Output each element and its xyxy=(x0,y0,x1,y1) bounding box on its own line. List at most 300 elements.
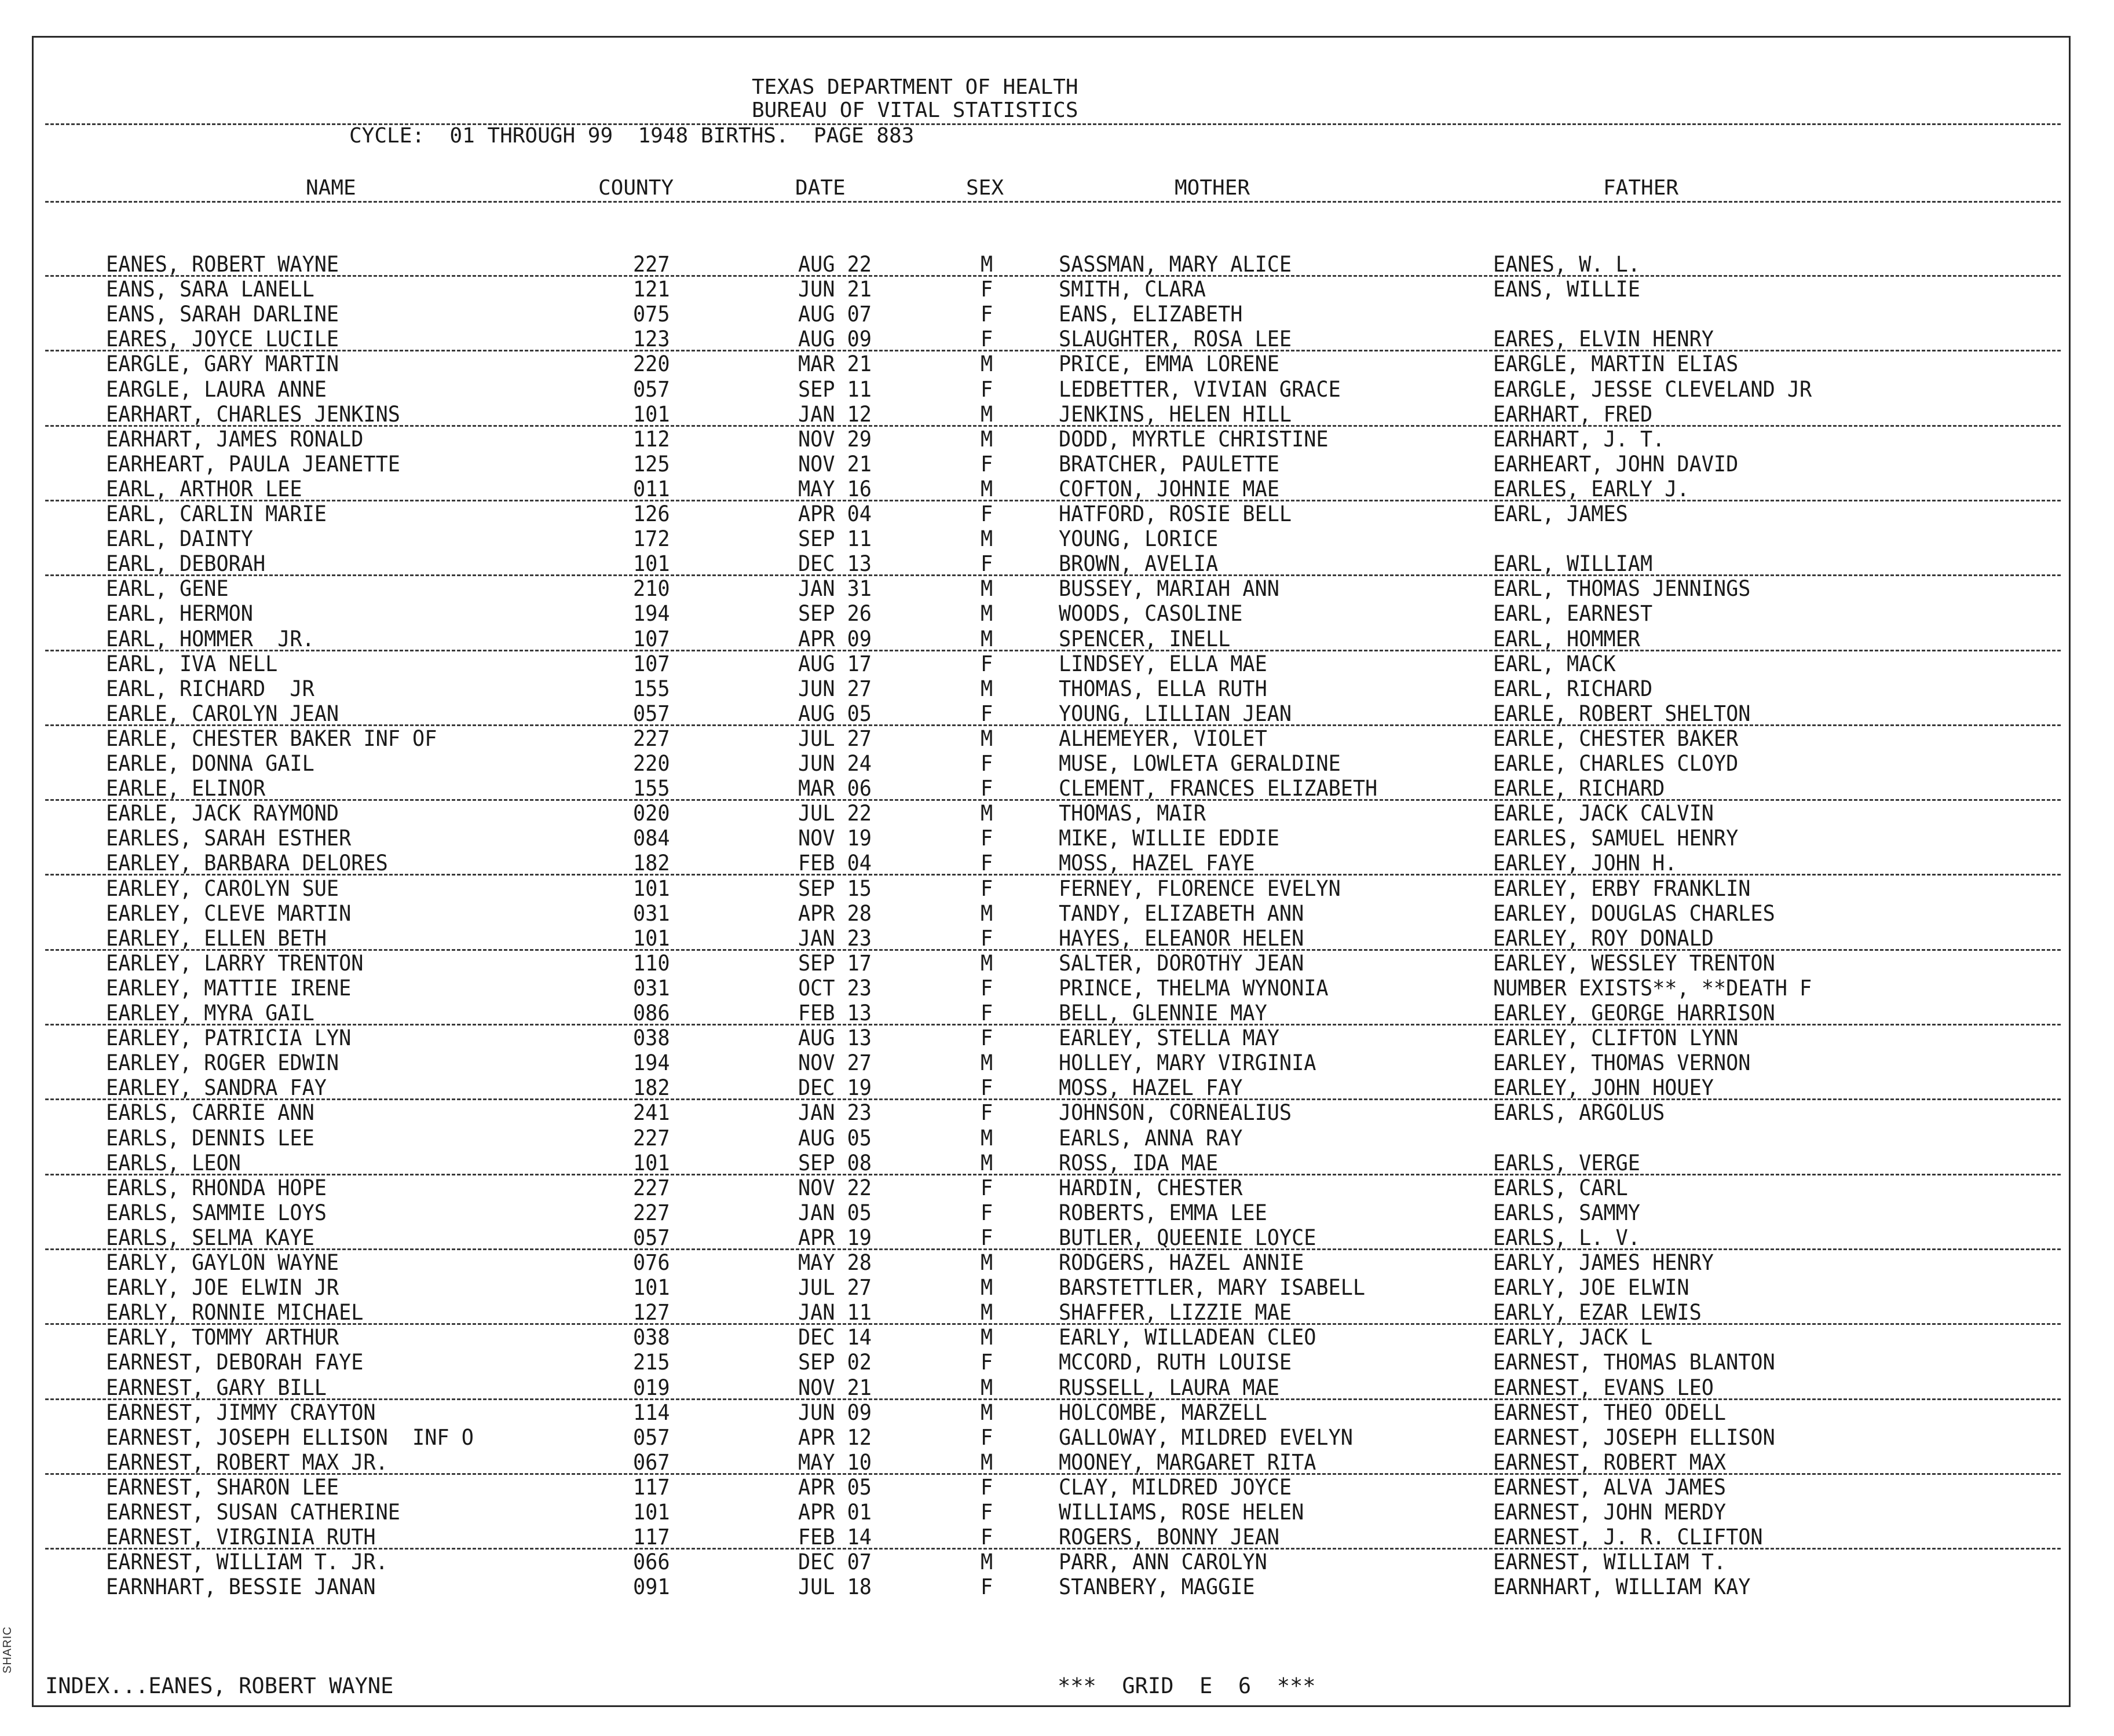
cell-father: EARLE, CHARLES CLOYD xyxy=(1493,751,1739,776)
cell-name: EARLS, RHONDA HOPE xyxy=(106,1175,327,1200)
table-row xyxy=(34,402,2072,427)
cell-father: EARL, MACK xyxy=(1493,651,1616,676)
cell-father: EARL, EARNEST xyxy=(1493,601,1653,627)
cell-county: 057 xyxy=(633,376,670,402)
cell-mother: BUSSEY, MARIAH ANN xyxy=(1059,576,1279,602)
cell-county: 127 xyxy=(633,1300,670,1325)
cell-father: EARLS, ARGOLUS xyxy=(1493,1100,1665,1126)
cell-date: AUG 05 xyxy=(798,1125,872,1151)
cell-father: EARNEST, ALVA JAMES xyxy=(1493,1474,1727,1500)
cell-date: AUG 17 xyxy=(798,651,872,676)
cell-county: 101 xyxy=(633,401,670,427)
cell-sex: M xyxy=(981,950,993,976)
cell-sex: F xyxy=(981,651,993,676)
cell-date: SEP 11 xyxy=(798,376,872,402)
cell-date: APR 05 xyxy=(798,1474,872,1500)
cell-father: EARLEY, WESSLEY TRENTON xyxy=(1493,950,1775,976)
cell-name: EARNEST, JIMMY CRAYTON xyxy=(106,1400,376,1425)
cell-county: 227 xyxy=(633,1175,670,1200)
cell-mother: EARLS, ANNA RAY xyxy=(1059,1125,1243,1151)
cell-county: 194 xyxy=(633,601,670,627)
table-row xyxy=(34,452,2072,477)
cell-county: 107 xyxy=(633,626,670,651)
cell-name: EARLEY, CAROLYN SUE xyxy=(106,876,339,901)
cell-county: 101 xyxy=(633,551,670,577)
cell-county: 038 xyxy=(633,1325,670,1350)
cell-father: EARLS, SAMMY xyxy=(1493,1200,1640,1225)
cell-date: JAN 12 xyxy=(798,401,872,427)
table-row xyxy=(34,1151,2072,1175)
cell-date: FEB 14 xyxy=(798,1525,872,1550)
cell-father: EARLEY, ROY DONALD xyxy=(1493,925,1714,951)
table-row xyxy=(34,526,2072,551)
cell-mother: LEDBETTER, VIVIAN GRACE xyxy=(1059,376,1341,402)
cell-county: 123 xyxy=(633,327,670,352)
cell-father: EARLY, JACK L xyxy=(1493,1325,1653,1350)
cell-mother: MOSS, HAZEL FAYE xyxy=(1059,851,1255,876)
cell-father: EARL, HOMMER xyxy=(1493,626,1640,651)
cell-county: 194 xyxy=(633,1050,670,1076)
cell-father: EARGLE, JESSE CLEVELAND JR xyxy=(1493,376,1812,402)
cell-sex: M xyxy=(981,900,993,926)
cell-mother: BUTLER, QUEENIE LOYCE xyxy=(1059,1225,1316,1250)
cell-date: MAR 21 xyxy=(798,351,872,377)
cell-name: EARGLE, LAURA ANNE xyxy=(106,376,327,402)
cell-name: EARNEST, WILLIAM T. JR. xyxy=(106,1550,388,1575)
cell-mother: CLEMENT, FRANCES ELIZABETH xyxy=(1059,776,1378,801)
cell-sex: M xyxy=(981,426,993,452)
cell-father: EARNHART, WILLIAM KAY xyxy=(1493,1574,1751,1600)
cell-county: 101 xyxy=(633,1500,670,1525)
cell-sex: F xyxy=(981,826,993,851)
cell-sex: F xyxy=(981,302,993,327)
cell-name: EARLES, SARAH ESTHER xyxy=(106,826,352,851)
cell-county: 117 xyxy=(633,1525,670,1550)
cell-mother: HOLLEY, MARY VIRGINIA xyxy=(1059,1050,1316,1076)
table-row xyxy=(34,1500,2072,1525)
table-row xyxy=(34,826,2072,851)
cell-name: EARLEY, BARBARA DELORES xyxy=(106,851,388,876)
cell-date: SEP 08 xyxy=(798,1150,872,1175)
cell-county: 227 xyxy=(633,726,670,751)
cell-father: EARLE, ROBERT SHELTON xyxy=(1493,701,1751,726)
cell-name: EARLY, JOE ELWIN JR xyxy=(106,1275,339,1301)
cell-father: EARLE, CHESTER BAKER xyxy=(1493,726,1739,751)
cell-date: DEC 14 xyxy=(798,1325,872,1350)
cell-sex: F xyxy=(981,751,993,776)
cell-sex: F xyxy=(981,925,993,951)
table-row xyxy=(34,776,2072,801)
cell-county: 210 xyxy=(633,576,670,602)
cell-sex: F xyxy=(981,1001,993,1026)
cell-county: 125 xyxy=(633,451,670,477)
cell-sex: F xyxy=(981,551,993,577)
cell-father: NUMBER EXISTS**, **DEATH F xyxy=(1493,975,1812,1001)
header-rule-bottom xyxy=(45,201,2061,203)
table-row xyxy=(34,1225,2072,1250)
cell-sex: F xyxy=(981,451,993,477)
cell-county: 057 xyxy=(633,701,670,726)
column-header-name: NAME xyxy=(306,176,356,200)
cell-county: 117 xyxy=(633,1474,670,1500)
cell-father: EARLEY, JOHN H. xyxy=(1493,851,1677,876)
cell-name: EARLE, DONNA GAIL xyxy=(106,751,314,776)
cell-father: EARLEY, DOUGLAS CHARLES xyxy=(1493,900,1775,926)
cell-mother: SLAUGHTER, ROSA LEE xyxy=(1059,327,1292,352)
cell-date: APR 12 xyxy=(798,1424,872,1450)
cell-name: EARLEY, ROGER EDWIN xyxy=(106,1050,339,1076)
cell-sex: M xyxy=(981,252,993,277)
cell-date: SEP 15 xyxy=(798,876,872,901)
table-row xyxy=(34,1250,2072,1275)
cell-name: EARNEST, ROBERT MAX JR. xyxy=(106,1449,388,1475)
cell-father: EANES, W. L. xyxy=(1493,252,1640,277)
cell-date: NOV 21 xyxy=(798,451,872,477)
cell-name: EARLEY, MYRA GAIL xyxy=(106,1001,314,1026)
cell-mother: ROSS, IDA MAE xyxy=(1059,1150,1219,1175)
cell-mother: RODGERS, HAZEL ANNIE xyxy=(1059,1250,1304,1275)
cell-sex: M xyxy=(981,1125,993,1151)
cell-name: EARLY, TOMMY ARTHUR xyxy=(106,1325,339,1350)
cell-county: 101 xyxy=(633,1275,670,1301)
cell-name: EARLS, SAMMIE LOYS xyxy=(106,1200,327,1225)
cell-sex: M xyxy=(981,401,993,427)
cell-date: JAN 11 xyxy=(798,1300,872,1325)
cell-name: EARNEST, SUSAN CATHERINE xyxy=(106,1500,400,1525)
cell-sex: F xyxy=(981,1200,993,1225)
cell-date: NOV 19 xyxy=(798,826,872,851)
cell-father: EARLY, JAMES HENRY xyxy=(1493,1250,1714,1275)
cell-date: JAN 23 xyxy=(798,925,872,951)
cell-father: EARLEY, ERBY FRANKLIN xyxy=(1493,876,1751,901)
cell-county: 110 xyxy=(633,950,670,976)
header-bureau: BUREAU OF VITAL STATISTICS xyxy=(752,98,1078,122)
table-row xyxy=(34,1400,2072,1425)
column-header-mother: MOTHER xyxy=(1175,176,1250,200)
cell-date: DEC 19 xyxy=(798,1075,872,1101)
cell-mother: ALHEMEYER, VIOLET xyxy=(1059,726,1267,751)
cell-sex: M xyxy=(981,1275,993,1301)
cell-mother: PRINCE, THELMA WYNONIA xyxy=(1059,975,1329,1001)
cell-county: 114 xyxy=(633,1400,670,1425)
cell-sex: M xyxy=(981,1300,993,1325)
cell-name: EARL, HERMON xyxy=(106,601,253,627)
cell-sex: F xyxy=(981,876,993,901)
cell-name: EANES, ROBERT WAYNE xyxy=(106,252,339,277)
cell-county: 066 xyxy=(633,1550,670,1575)
cell-date: JUN 21 xyxy=(798,277,872,302)
table-row xyxy=(34,477,2072,501)
cell-date: SEP 02 xyxy=(798,1350,872,1375)
cell-county: 227 xyxy=(633,1125,670,1151)
cell-father: EARNEST, ROBERT MAX xyxy=(1493,1449,1727,1475)
cell-father: EARHART, J. T. xyxy=(1493,426,1665,452)
cell-county: 215 xyxy=(633,1350,670,1375)
cell-name: EARNEST, DEBORAH FAYE xyxy=(106,1350,364,1375)
cell-county: 182 xyxy=(633,851,670,876)
cell-sex: F xyxy=(981,851,993,876)
cell-name: EARLEY, MATTIE IRENE xyxy=(106,975,352,1001)
cell-date: AUG 13 xyxy=(798,1026,872,1051)
cell-mother: SHAFFER, LIZZIE MAE xyxy=(1059,1300,1292,1325)
cell-mother: SALTER, DOROTHY JEAN xyxy=(1059,950,1304,976)
cell-father: EARLY, EZAR LEWIS xyxy=(1493,1300,1702,1325)
cell-county: 011 xyxy=(633,476,670,501)
cell-date: NOV 29 xyxy=(798,426,872,452)
cell-mother: PARR, ANN CAROLYN xyxy=(1059,1550,1267,1575)
cell-county: 112 xyxy=(633,426,670,452)
cell-county: 075 xyxy=(633,302,670,327)
cell-date: SEP 17 xyxy=(798,950,872,976)
cell-county: 038 xyxy=(633,1026,670,1051)
cell-mother: EARLY, WILLADEAN CLEO xyxy=(1059,1325,1316,1350)
column-header-father: FATHER xyxy=(1603,176,1679,200)
table-row xyxy=(34,926,2072,951)
table-row xyxy=(34,1525,2072,1550)
cell-father: EARLEY, JOHN HOUEY xyxy=(1493,1075,1714,1101)
cell-mother: MOSS, HAZEL FAY xyxy=(1059,1075,1243,1101)
table-row xyxy=(34,1175,2072,1200)
cell-father: EARNEST, THOMAS BLANTON xyxy=(1493,1350,1775,1375)
table-row xyxy=(34,701,2072,726)
table-row xyxy=(34,676,2072,701)
cell-county: 155 xyxy=(633,676,670,701)
cell-name: EARLE, CAROLYN JEAN xyxy=(106,701,339,726)
cell-name: EARLY, GAYLON WAYNE xyxy=(106,1250,339,1275)
cell-sex: F xyxy=(981,975,993,1001)
cell-sex: M xyxy=(981,1550,993,1575)
cell-date: MAY 28 xyxy=(798,1250,872,1275)
table-row xyxy=(34,901,2072,926)
cell-mother: LINDSEY, ELLA MAE xyxy=(1059,651,1267,676)
cell-name: EARL, HOMMER JR. xyxy=(106,626,314,651)
cell-name: EARHART, CHARLES JENKINS xyxy=(106,401,400,427)
table-row xyxy=(34,1100,2072,1125)
cell-sex: M xyxy=(981,1250,993,1275)
cell-county: 057 xyxy=(633,1225,670,1250)
cell-sex: F xyxy=(981,1350,993,1375)
cell-mother: SMITH, CLARA xyxy=(1059,277,1206,302)
cell-father: EARLY, JOE ELWIN xyxy=(1493,1275,1689,1301)
cell-name: EARL, RICHARD JR xyxy=(106,676,314,701)
column-header-sex: SEX xyxy=(966,176,1004,200)
cell-sex: F xyxy=(981,1175,993,1200)
cell-county: 220 xyxy=(633,351,670,377)
header-rule-top xyxy=(45,123,2061,125)
cell-county: 107 xyxy=(633,651,670,676)
cell-name: EARNEST, GARY BILL xyxy=(106,1375,327,1400)
cell-name: EARLEY, ELLEN BETH xyxy=(106,925,327,951)
cell-date: NOV 21 xyxy=(798,1375,872,1400)
cell-father: EARNEST, JOHN MERDY xyxy=(1493,1500,1727,1525)
cell-mother: YOUNG, LILLIAN JEAN xyxy=(1059,701,1292,726)
cell-name: EARHART, JAMES RONALD xyxy=(106,426,364,452)
cell-date: JUN 09 xyxy=(798,1400,872,1425)
cell-county: 155 xyxy=(633,776,670,801)
cell-name: EARES, JOYCE LUCILE xyxy=(106,327,339,352)
cell-sex: M xyxy=(981,1050,993,1076)
cell-mother: COFTON, JOHNIE MAE xyxy=(1059,476,1279,501)
cell-name: EARLE, CHESTER BAKER INF OF xyxy=(106,726,437,751)
cell-sex: F xyxy=(981,1225,993,1250)
cell-county: 101 xyxy=(633,925,670,951)
table-row xyxy=(34,1375,2072,1400)
footer-index: INDEX...EANES, ROBERT WAYNE xyxy=(45,1673,394,1698)
cell-father: EARHART, FRED xyxy=(1493,401,1653,427)
table-row xyxy=(34,976,2072,1001)
cell-sex: M xyxy=(981,626,993,651)
cell-name: EARLS, CARRIE ANN xyxy=(106,1100,314,1126)
table-row xyxy=(34,1001,2072,1026)
cell-date: NOV 27 xyxy=(798,1050,872,1076)
cell-date: FEB 13 xyxy=(798,1001,872,1026)
cell-sex: M xyxy=(981,1400,993,1425)
cell-name: EARNEST, VIRGINIA RUTH xyxy=(106,1525,376,1550)
cell-sex: F xyxy=(981,1500,993,1525)
cell-sex: F xyxy=(981,327,993,352)
cell-sex: M xyxy=(981,576,993,602)
cell-sex: M xyxy=(981,1375,993,1400)
cell-sex: F xyxy=(981,776,993,801)
cell-sex: M xyxy=(981,726,993,751)
table-row xyxy=(34,876,2072,901)
cell-father: EARLE, RICHARD xyxy=(1493,776,1665,801)
cell-mother: RUSSELL, LAURA MAE xyxy=(1059,1375,1279,1400)
cell-father: EARGLE, MARTIN ELIAS xyxy=(1493,351,1739,377)
cell-sex: F xyxy=(981,1100,993,1126)
cell-mother: TANDY, ELIZABETH ANN xyxy=(1059,900,1304,926)
cell-date: AUG 07 xyxy=(798,302,872,327)
cell-name: EARL, ARTHOR LEE xyxy=(106,476,302,501)
cell-mother: HARDIN, CHESTER xyxy=(1059,1175,1243,1200)
table-row xyxy=(34,801,2072,826)
cell-mother: EANS, ELIZABETH xyxy=(1059,302,1243,327)
header-cycle: CYCLE: 01 THROUGH 99 1948 BIRTHS. PAGE 883 xyxy=(349,124,915,148)
table-row xyxy=(34,651,2072,676)
cell-mother: MUSE, LOWLETA GERALDINE xyxy=(1059,751,1341,776)
table-row xyxy=(34,1550,2072,1574)
cell-mother: BROWN, AVELIA xyxy=(1059,551,1219,577)
table-row xyxy=(34,627,2072,651)
cell-name: EARNEST, JOSEPH ELLISON INF O xyxy=(106,1424,474,1450)
cell-mother: PRICE, EMMA LORENE xyxy=(1059,351,1279,377)
cell-sex: M xyxy=(981,676,993,701)
birth-index-sheet xyxy=(32,36,2071,1707)
cell-date: DEC 13 xyxy=(798,551,872,577)
table-row xyxy=(34,302,2072,327)
cell-father: EARLS, L. V. xyxy=(1493,1225,1640,1250)
cell-date: MAR 06 xyxy=(798,776,872,801)
cell-sex: F xyxy=(981,1474,993,1500)
cell-father: EARL, JAMES xyxy=(1493,501,1628,526)
column-header-county: COUNTY xyxy=(598,176,674,200)
table-row xyxy=(34,1200,2072,1225)
cell-mother: DODD, MYRTLE CHRISTINE xyxy=(1059,426,1329,452)
cell-sex: M xyxy=(981,351,993,377)
cell-county: 020 xyxy=(633,801,670,826)
cell-father: EARES, ELVIN HENRY xyxy=(1493,327,1714,352)
table-row xyxy=(34,1325,2072,1350)
cell-county: 076 xyxy=(633,1250,670,1275)
cell-name: EARL, DEBORAH xyxy=(106,551,266,577)
cell-county: 172 xyxy=(633,526,670,552)
cell-sex: M xyxy=(981,1449,993,1475)
cell-name: EANS, SARA LANELL xyxy=(106,277,314,302)
cell-sex: F xyxy=(981,1424,993,1450)
cell-father: EARLS, CARL xyxy=(1493,1175,1628,1200)
cell-mother: YOUNG, LORICE xyxy=(1059,526,1219,552)
cell-mother: MOONEY, MARGARET RITA xyxy=(1059,1449,1316,1475)
cell-name: EARLEY, PATRICIA LYN xyxy=(106,1026,352,1051)
cell-mother: BELL, GLENNIE MAY xyxy=(1059,1001,1267,1026)
cell-county: 057 xyxy=(633,1424,670,1450)
cell-name: EARLS, DENNIS LEE xyxy=(106,1125,314,1151)
cell-mother: STANBERY, MAGGIE xyxy=(1059,1574,1255,1600)
table-row xyxy=(34,1126,2072,1151)
cell-sex: F xyxy=(981,1525,993,1550)
table-row xyxy=(34,951,2072,976)
cell-county: 019 xyxy=(633,1375,670,1400)
cell-county: 220 xyxy=(633,751,670,776)
cell-father: EARNEST, WILLIAM T. xyxy=(1493,1550,1727,1575)
cell-name: EARLY, RONNIE MICHAEL xyxy=(106,1300,364,1325)
cell-sex: F xyxy=(981,1026,993,1051)
table-row xyxy=(34,726,2072,751)
cell-father: EARLEY, GEORGE HARRISON xyxy=(1493,1001,1775,1026)
cell-name: EARL, IVA NELL xyxy=(106,651,278,676)
table-row xyxy=(34,1075,2072,1100)
cell-sex: F xyxy=(981,1574,993,1600)
table-row xyxy=(34,252,2072,277)
cell-name: EARGLE, GARY MARTIN xyxy=(106,351,339,377)
cell-mother: SPENCER, INELL xyxy=(1059,626,1231,651)
footer-grid: *** GRID E 6 *** xyxy=(1058,1673,1316,1698)
cell-date: AUG 05 xyxy=(798,701,872,726)
cell-name: EARLEY, CLEVE MARTIN xyxy=(106,900,352,926)
table-row xyxy=(34,351,2072,376)
cell-date: SEP 26 xyxy=(798,601,872,627)
cell-date: JAN 31 xyxy=(798,576,872,602)
cell-father: EARL, RICHARD xyxy=(1493,676,1653,701)
cell-name: EARLS, LEON xyxy=(106,1150,241,1175)
cell-county: 067 xyxy=(633,1449,670,1475)
cell-name: EARNEST, SHARON LEE xyxy=(106,1474,339,1500)
cell-date: OCT 23 xyxy=(798,975,872,1001)
cell-date: APR 01 xyxy=(798,1500,872,1525)
cell-father: EARLE, JACK CALVIN xyxy=(1493,801,1714,826)
cell-sex: M xyxy=(981,476,993,501)
cell-date: APR 19 xyxy=(798,1225,872,1250)
cell-mother: HAYES, ELEANOR HELEN xyxy=(1059,925,1304,951)
cell-name: EARL, GENE xyxy=(106,576,229,602)
cell-sex: F xyxy=(981,701,993,726)
cell-mother: BRATCHER, PAULETTE xyxy=(1059,451,1279,477)
cell-mother: THOMAS, ELLA RUTH xyxy=(1059,676,1267,701)
cell-name: EARLE, JACK RAYMOND xyxy=(106,801,339,826)
cell-sex: F xyxy=(981,376,993,402)
table-row xyxy=(34,1574,2072,1599)
cell-father: EARNEST, EVANS LEO xyxy=(1493,1375,1714,1400)
cell-date: MAY 16 xyxy=(798,476,872,501)
cell-date: DEC 07 xyxy=(798,1550,872,1575)
table-row xyxy=(34,1350,2072,1375)
table-row xyxy=(34,501,2072,526)
table-row xyxy=(34,377,2072,402)
cell-date: JUL 27 xyxy=(798,1275,872,1301)
cell-sex: M xyxy=(981,526,993,552)
cell-mother: MIKE, WILLIE EDDIE xyxy=(1059,826,1279,851)
cell-date: JAN 05 xyxy=(798,1200,872,1225)
